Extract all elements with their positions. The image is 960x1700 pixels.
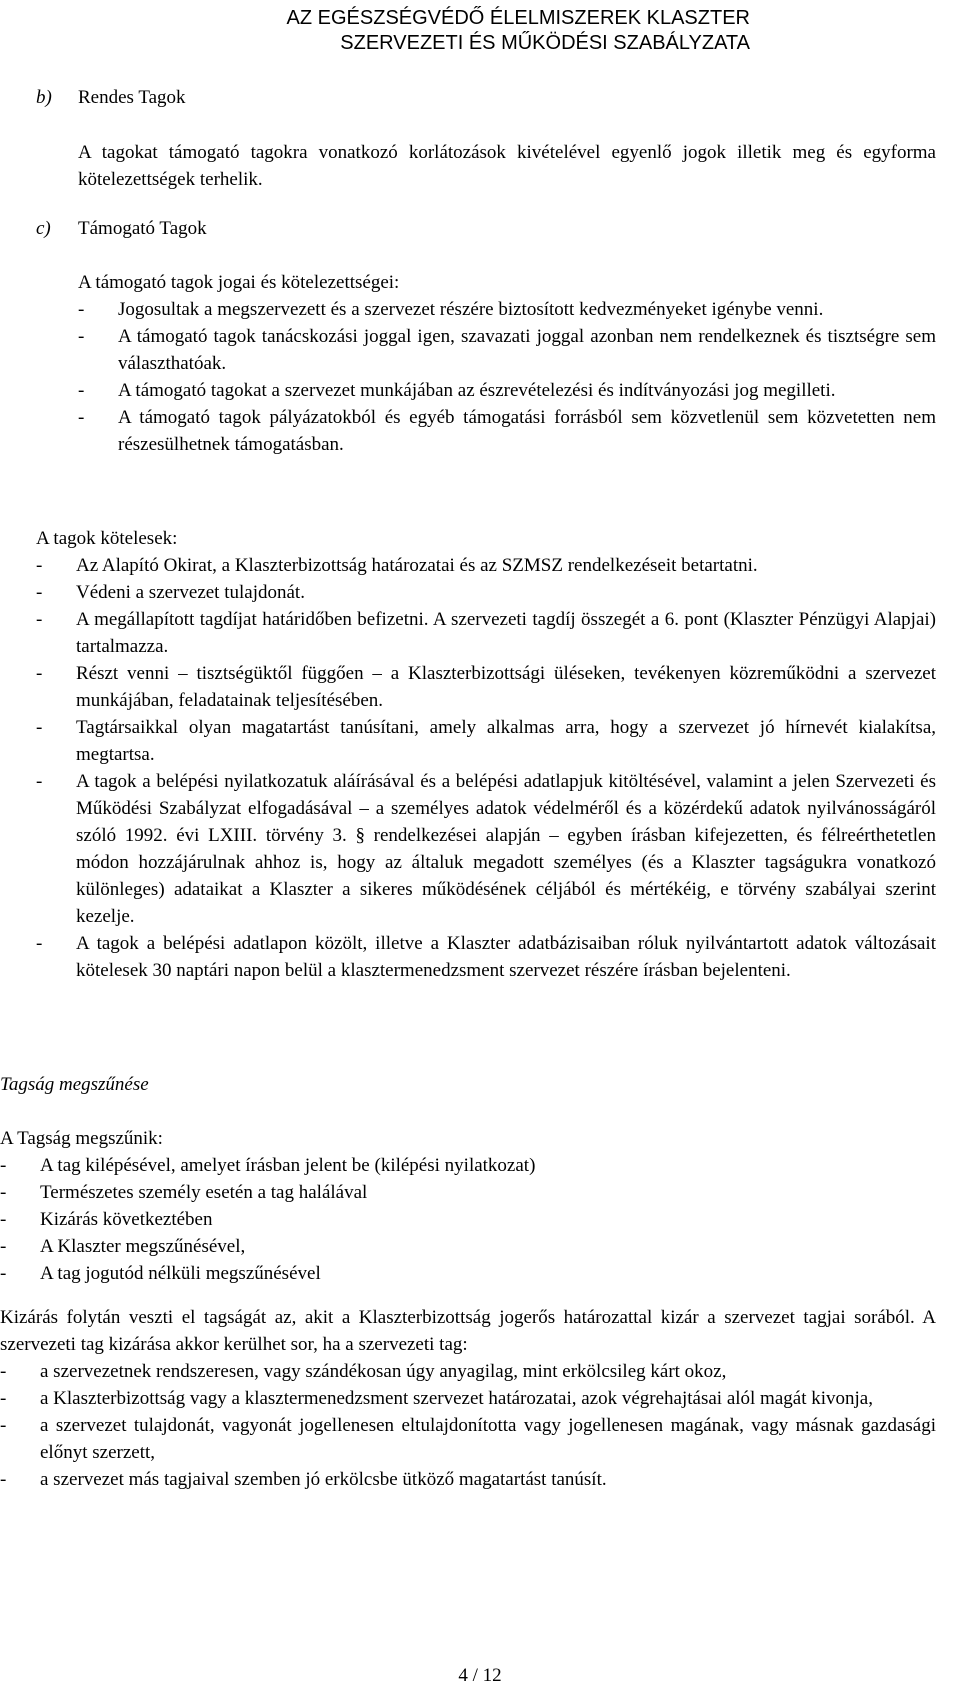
header-line-1: AZ EGÉSZSÉGVÉDŐ ÉLELMISZEREK KLASZTER [286, 7, 750, 29]
list-item: - a szervezetnek rendszeresen, vagy szándékosan úgy anyagilag, mint erkölcsileg kárt okoz, [0, 1358, 936, 1385]
list-item: - Tagtársaikkal olyan magatartást tanúsítani, amely alkalmas arra, hogy a szervezet jó hírnevét kialakítsa, megtartsa. [36, 714, 936, 768]
list-item: - A támogató tagokat a szervezet munkájában az észrevételezési és indítványozási jog megilleti. [78, 377, 936, 404]
section-c-intro: A támogató tagok jogai és kötelezettségei: [78, 272, 400, 293]
section-c-list [78, 296, 936, 458]
list-item: - A tagok a belépési adatlapon közölt, illetve a Klaszter adatbázisaiban róluk nyilvántartott adatok változásait kötelesek 30 naptári napon belül a klasztermenedzsment szervezet részére írásban bejelenteni. [36, 930, 936, 984]
obligations-list [36, 552, 936, 984]
section-b-heading [36, 84, 186, 111]
list-item: - Jogosultak a megszervezett és a szervezet részére biztosított kedvezményeket igénybe venni. [78, 296, 936, 323]
section-b-paragraph: A tagokat támogató tagokra vonatkozó korlátozások kivételével egyenlő jogok illetik meg és egyforma kötelezettségek terhelik. [78, 142, 936, 190]
list-item: - A tagok a belépési nyilatkozatuk aláírásával és a belépési adatlapjuk kitöltésével, valamint a jelen Szervezeti és Működési Szabályzat elfogadásával – a személyes adatok védelméről és a közérdekű adatok nyilvánosságáról szóló 1992. évi LXIII. törvény 3. § rendelkezései alapján – egyben írásban kifejezetten, és félreérthetetlen módon hozzájárulnak ahhoz is, hogy az általuk megadott személyes (és a Klaszter tagságukra vonatkozó különleges) adataikat a Klaszter a sikeres működésének céljából és mértékéig, e törvény szabályai szerint kezelje. [36, 768, 936, 930]
termination-list [0, 1152, 936, 1287]
list-item: - a szervezet tulajdonát, vagyonát jogellenesen eltulajdonította vagy jogellenesen magának, vagy másnak gazdasági előnyt szerzett, [0, 1412, 936, 1466]
document-header [287, 6, 750, 56]
section-b-letter: b) [36, 87, 52, 108]
section-c-title: Támogató Tagok [78, 218, 207, 239]
termination-heading: Tagság megszűnése [0, 1074, 149, 1095]
section-b-title: Rendes Tagok [78, 87, 186, 108]
exclusion-paragraph: Kizárás folytán veszti el tagságát az, akit a Klaszterbizottság jogerős határozattal kizár a szervezet tagjai sorából. A szervezeti tag kizárása akkor kerülhet sor, ha a szervezeti tag: [0, 1307, 936, 1355]
list-item: - A támogató tagok tanácskozási joggal igen, szavazati joggal azonban nem rendelkeznek és tisztségre sem választhatóak. [78, 323, 936, 377]
list-item: - Részt venni – tisztségüktől függően – a Klaszterbizottsági üléseken, tevékenyen közreműködni a szervezet munkájában, feladatainak teljesítésében. [36, 660, 936, 714]
page-number: 4 / 12 [458, 1665, 502, 1686]
list-item: - a Klaszterbizottság vagy a klasztermenedzsment szervezet határozatai, azok végrehajtásai alól magát kivonja, [0, 1385, 936, 1412]
exclusion-list [0, 1358, 936, 1493]
list-item: - A Klaszter megszűnésével, [0, 1233, 936, 1260]
termination-intro: A Tagság megszűnik: [0, 1128, 163, 1149]
list-item: - Természetes személy esetén a tag halálával [0, 1179, 936, 1206]
list-item: - A támogató tagok pályázatokból és egyéb támogatási forrásból sem közvetlenül sem közvetetten nem részesülhetnek támogatásban. [78, 404, 936, 458]
list-item: - A megállapított tagdíjat határidőben befizetni. A szervezeti tagdíj összegét a 6. pont (Klaszter Pénzügyi Alapjai) tartalmazza. [36, 606, 936, 660]
list-item: - Az Alapító Okirat, a Klaszterbizottság határozatai és az SZMSZ rendelkezéseit betartatni. [36, 552, 936, 579]
section-c-heading [36, 215, 207, 242]
list-item: - Kizárás következtében [0, 1206, 936, 1233]
list-item: - A tag jogutód nélküli megszűnésével [0, 1260, 936, 1287]
obligations-intro: A tagok kötelesek: [36, 528, 178, 549]
list-item: - Védeni a szervezet tulajdonát. [36, 579, 936, 606]
section-c-letter: c) [36, 218, 51, 239]
header-line-2: SZERVEZETI ÉS MŰKÖDÉSI SZABÁLYZATA [340, 32, 750, 54]
list-item: - a szervezet más tagjaival szemben jó erkölcsbe ütköző magatartást tanúsít. [0, 1466, 936, 1493]
list-item: - A tag kilépésével, amelyet írásban jelent be (kilépési nyilatkozat) [0, 1152, 936, 1179]
